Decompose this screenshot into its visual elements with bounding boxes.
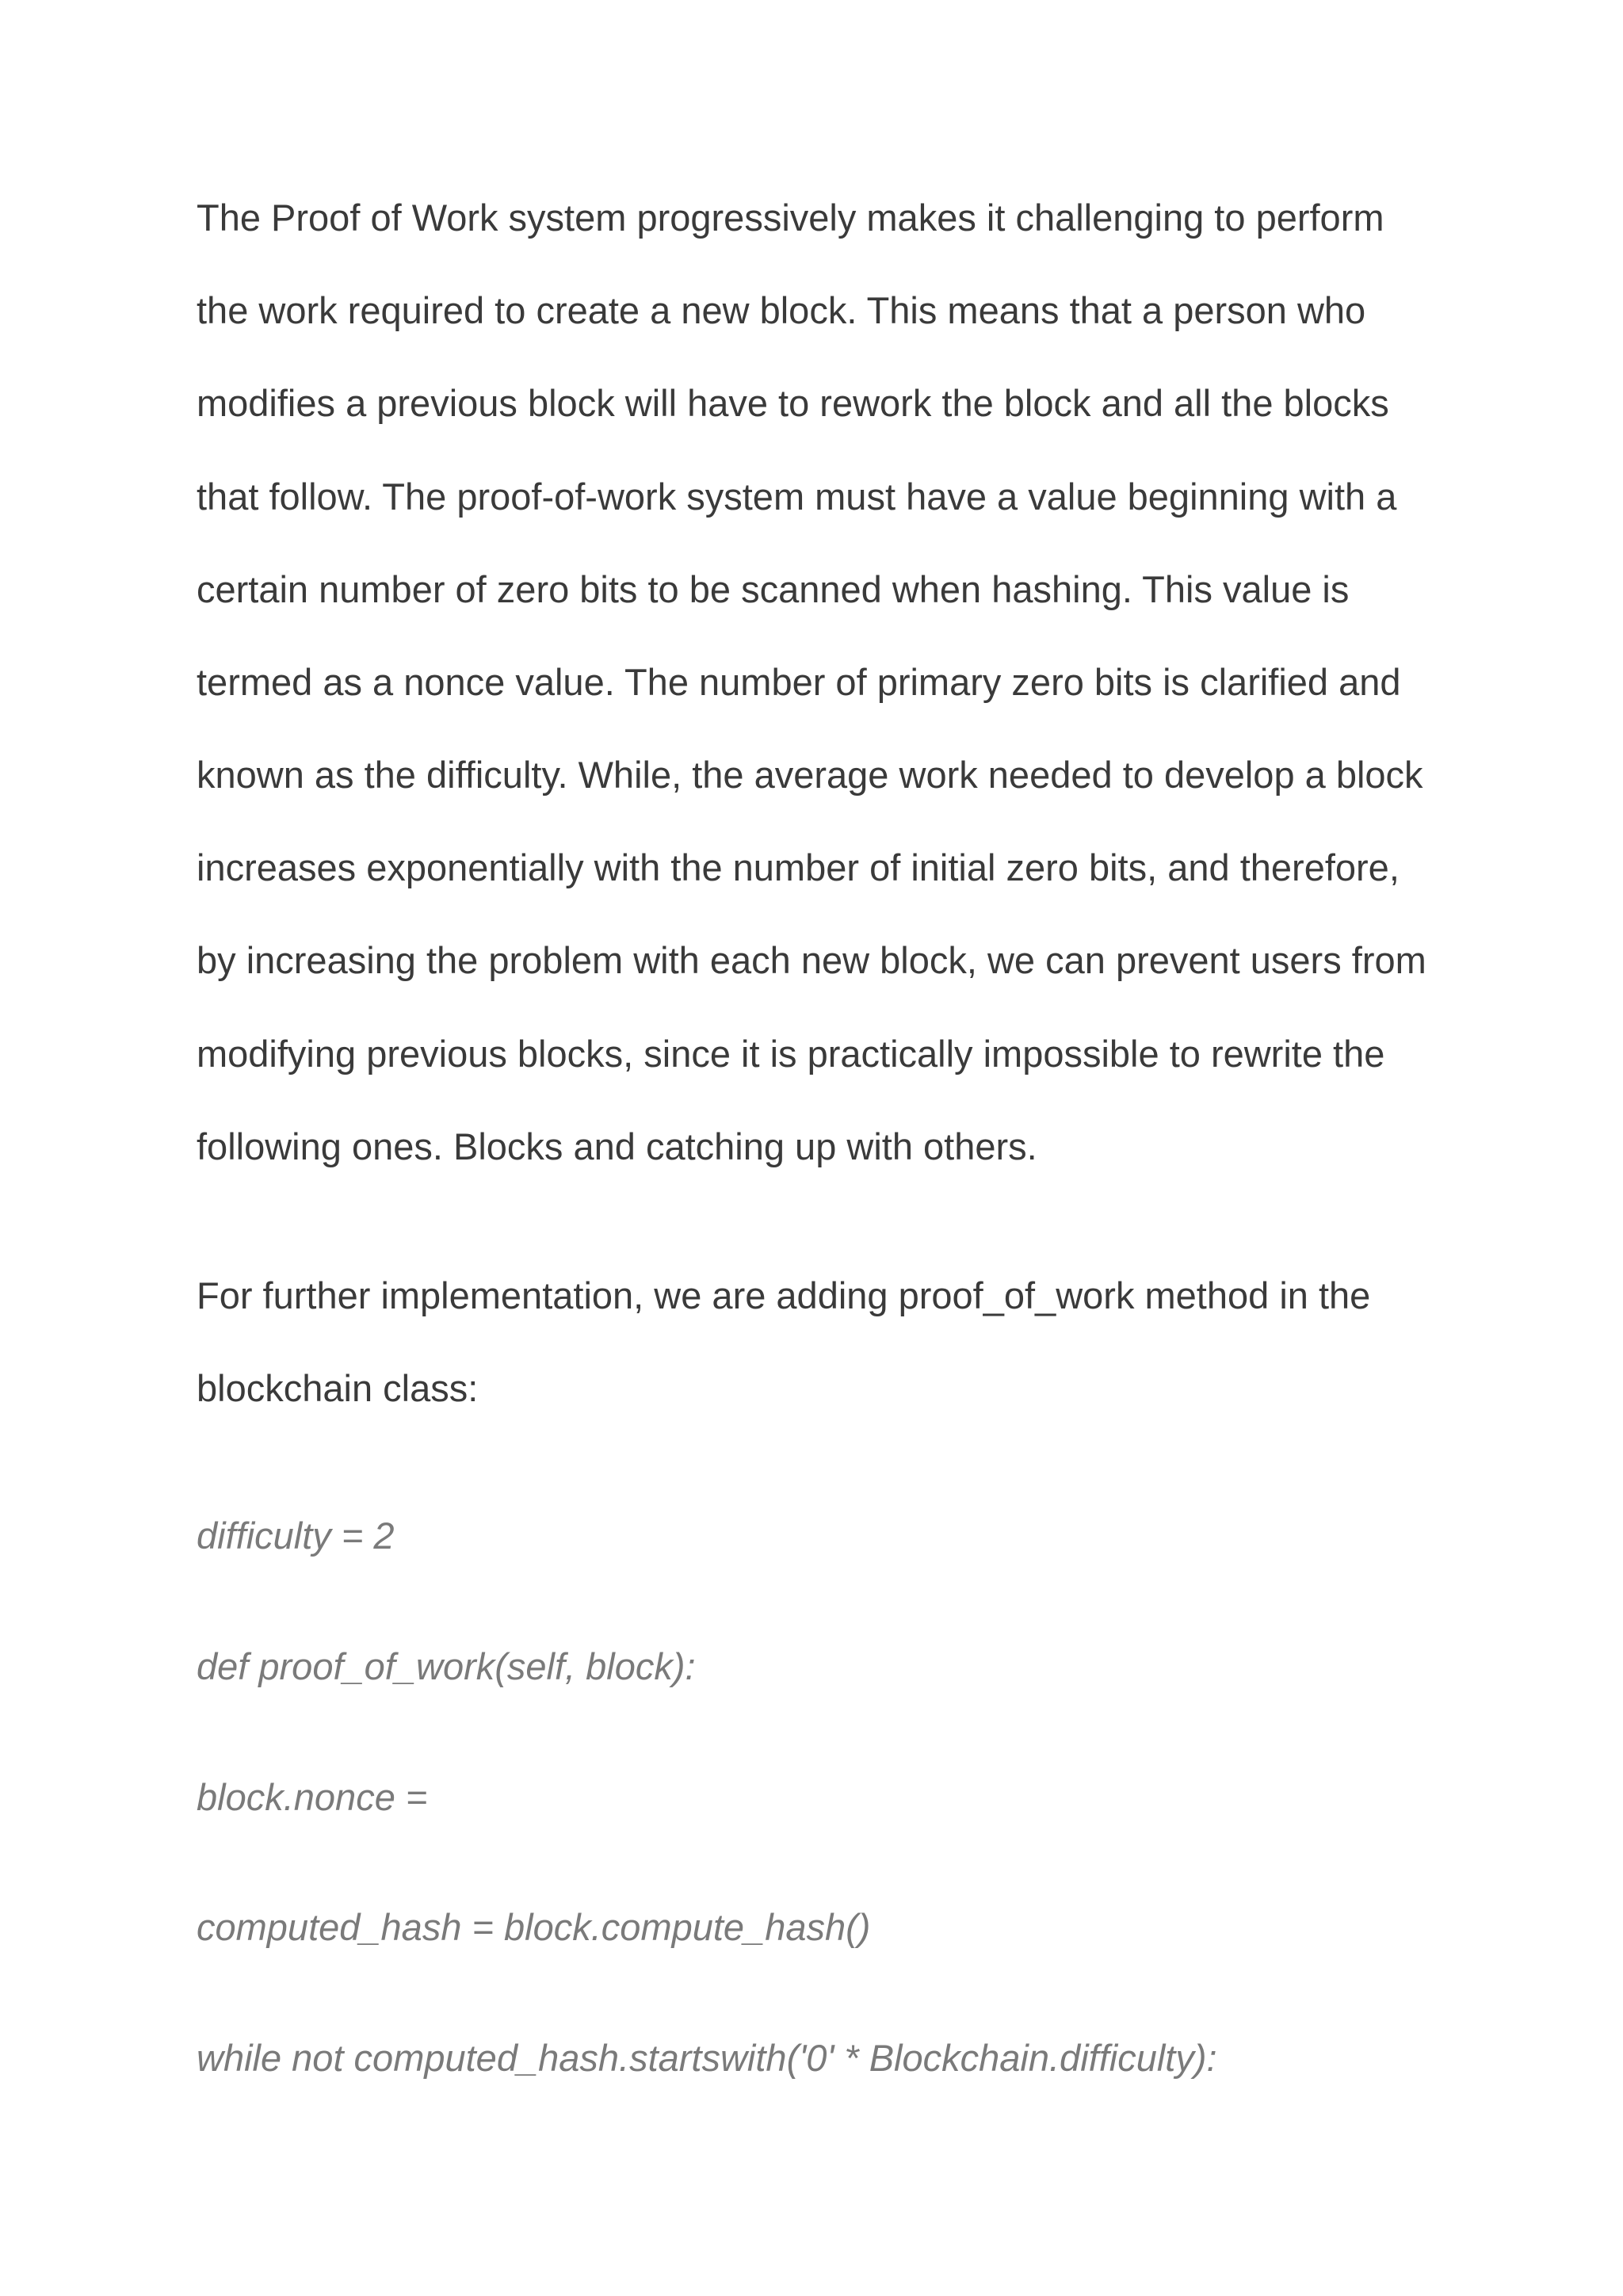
paragraph-line: certain number of zero bits to be scanned when hashing. This value is — [197, 568, 1350, 610]
paragraph-line: blockchain class: — [197, 1367, 479, 1409]
paragraph-line: that follow. The proof-of-work system must have a value beginning with a — [197, 476, 1397, 518]
paragraph-line: the work required to create a new block. This means that a person who — [197, 289, 1366, 331]
paragraph-line: termed as a nonce value. The number of primary zero bits is clarified and — [197, 661, 1401, 703]
code-line: def proof_of_work(self, block): — [197, 1645, 696, 1687]
paragraph-line: following ones. Blocks and catching up with others. — [197, 1125, 1037, 1167]
paragraph-line: by increasing the problem with each new block, we can prevent users from — [197, 939, 1426, 981]
code-line: computed_hash = block.compute_hash() — [197, 1906, 871, 1948]
paragraph-line: modifying previous blocks, since it is practically impossible to rewrite the — [197, 1033, 1385, 1075]
code-line: difficulty = 2 — [197, 1515, 395, 1557]
paragraph-line: increases exponentially with the number of initial zero bits, and therefore, — [197, 846, 1400, 888]
paragraph-line: modifies a previous block will have to rework the block and all the blocks — [197, 382, 1389, 424]
code-line: while not computed_hash.startswith('0' * Blockchain.difficulty): — [197, 2037, 1217, 2079]
paragraph-line: For further implementation, we are adding proof_of_work method in the — [197, 1274, 1371, 1316]
paragraph-line: known as the difficulty. While, the average work needed to develop a block — [197, 754, 1423, 796]
code-line: block.nonce = — [197, 1776, 428, 1818]
paragraph-line: The Proof of Work system progressively makes it challenging to perform — [197, 197, 1384, 239]
